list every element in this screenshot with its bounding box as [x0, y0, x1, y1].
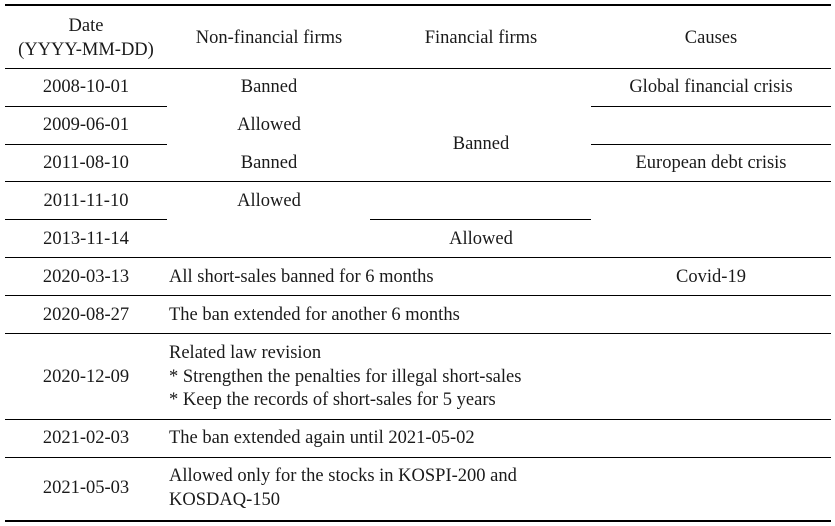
row-divider — [370, 219, 591, 220]
header-bottom-rule — [5, 68, 831, 69]
row-divider — [5, 257, 831, 258]
header-date-label: Date — [68, 16, 104, 36]
date-cell: 2011-08-10 — [43, 153, 129, 173]
row-divider — [5, 419, 831, 420]
row-divider — [5, 333, 831, 334]
date-cell: 2021-05-03 — [42, 478, 130, 498]
event-cell-multiline — [169, 342, 521, 413]
row-divider — [5, 106, 167, 107]
event-line: * Keep the records of short-sales for 5 years — [169, 390, 496, 410]
row-divider — [5, 181, 831, 182]
header-financial: Financial firms — [424, 28, 538, 48]
date-cell: 2020-08-27 — [42, 305, 130, 325]
row-divider — [5, 144, 167, 145]
event-line: KOSDAQ-150 — [169, 489, 280, 510]
event-cell: All short-sales banned for 6 months — [169, 267, 434, 287]
table-top-rule — [5, 4, 831, 6]
date-cell: 2021-02-03 — [42, 428, 130, 448]
event-line: * Strengthen the penalties for illegal short-sales — [169, 366, 522, 387]
event-cell: The ban extended again until 2021-05-02 — [169, 428, 475, 448]
event-cell: The ban extended for another 6 months — [169, 305, 460, 325]
nonfinancial-cell: Allowed — [237, 115, 301, 135]
row-divider — [591, 106, 831, 107]
event-line: Related law revision — [169, 343, 322, 363]
merged-status-cell: Allowed — [449, 229, 513, 249]
row-divider — [5, 295, 831, 296]
financial-merged-cell: Banned — [452, 134, 510, 154]
date-cell: 2020-03-13 — [42, 267, 130, 287]
event-cell-multiline — [169, 465, 517, 512]
header-date-format: (YYYY-MM-DD) — [18, 40, 154, 60]
cause-cell: Global financial crisis — [629, 77, 793, 97]
table-bottom-rule — [5, 520, 831, 522]
date-cell: 2013-11-14 — [43, 229, 129, 249]
nonfinancial-cell: Allowed — [237, 191, 301, 211]
nonfinancial-cell: Banned — [240, 77, 298, 97]
header-nonfinancial: Non-financial firms — [195, 28, 343, 48]
nonfinancial-cell: Banned — [240, 153, 298, 173]
cause-cell: European debt crisis — [635, 153, 787, 173]
row-divider — [5, 219, 167, 220]
date-cell: 2011-11-10 — [43, 191, 129, 211]
row-divider — [5, 457, 831, 458]
cause-cell: Covid-19 — [676, 267, 746, 287]
event-line: Allowed only for the stocks in KOSPI-200 and — [169, 466, 517, 486]
header-causes: Causes — [684, 28, 738, 48]
date-cell: 2020-12-09 — [42, 367, 130, 387]
date-cell: 2008-10-01 — [42, 77, 130, 97]
date-cell: 2009-06-01 — [42, 115, 130, 135]
row-divider — [591, 144, 831, 145]
